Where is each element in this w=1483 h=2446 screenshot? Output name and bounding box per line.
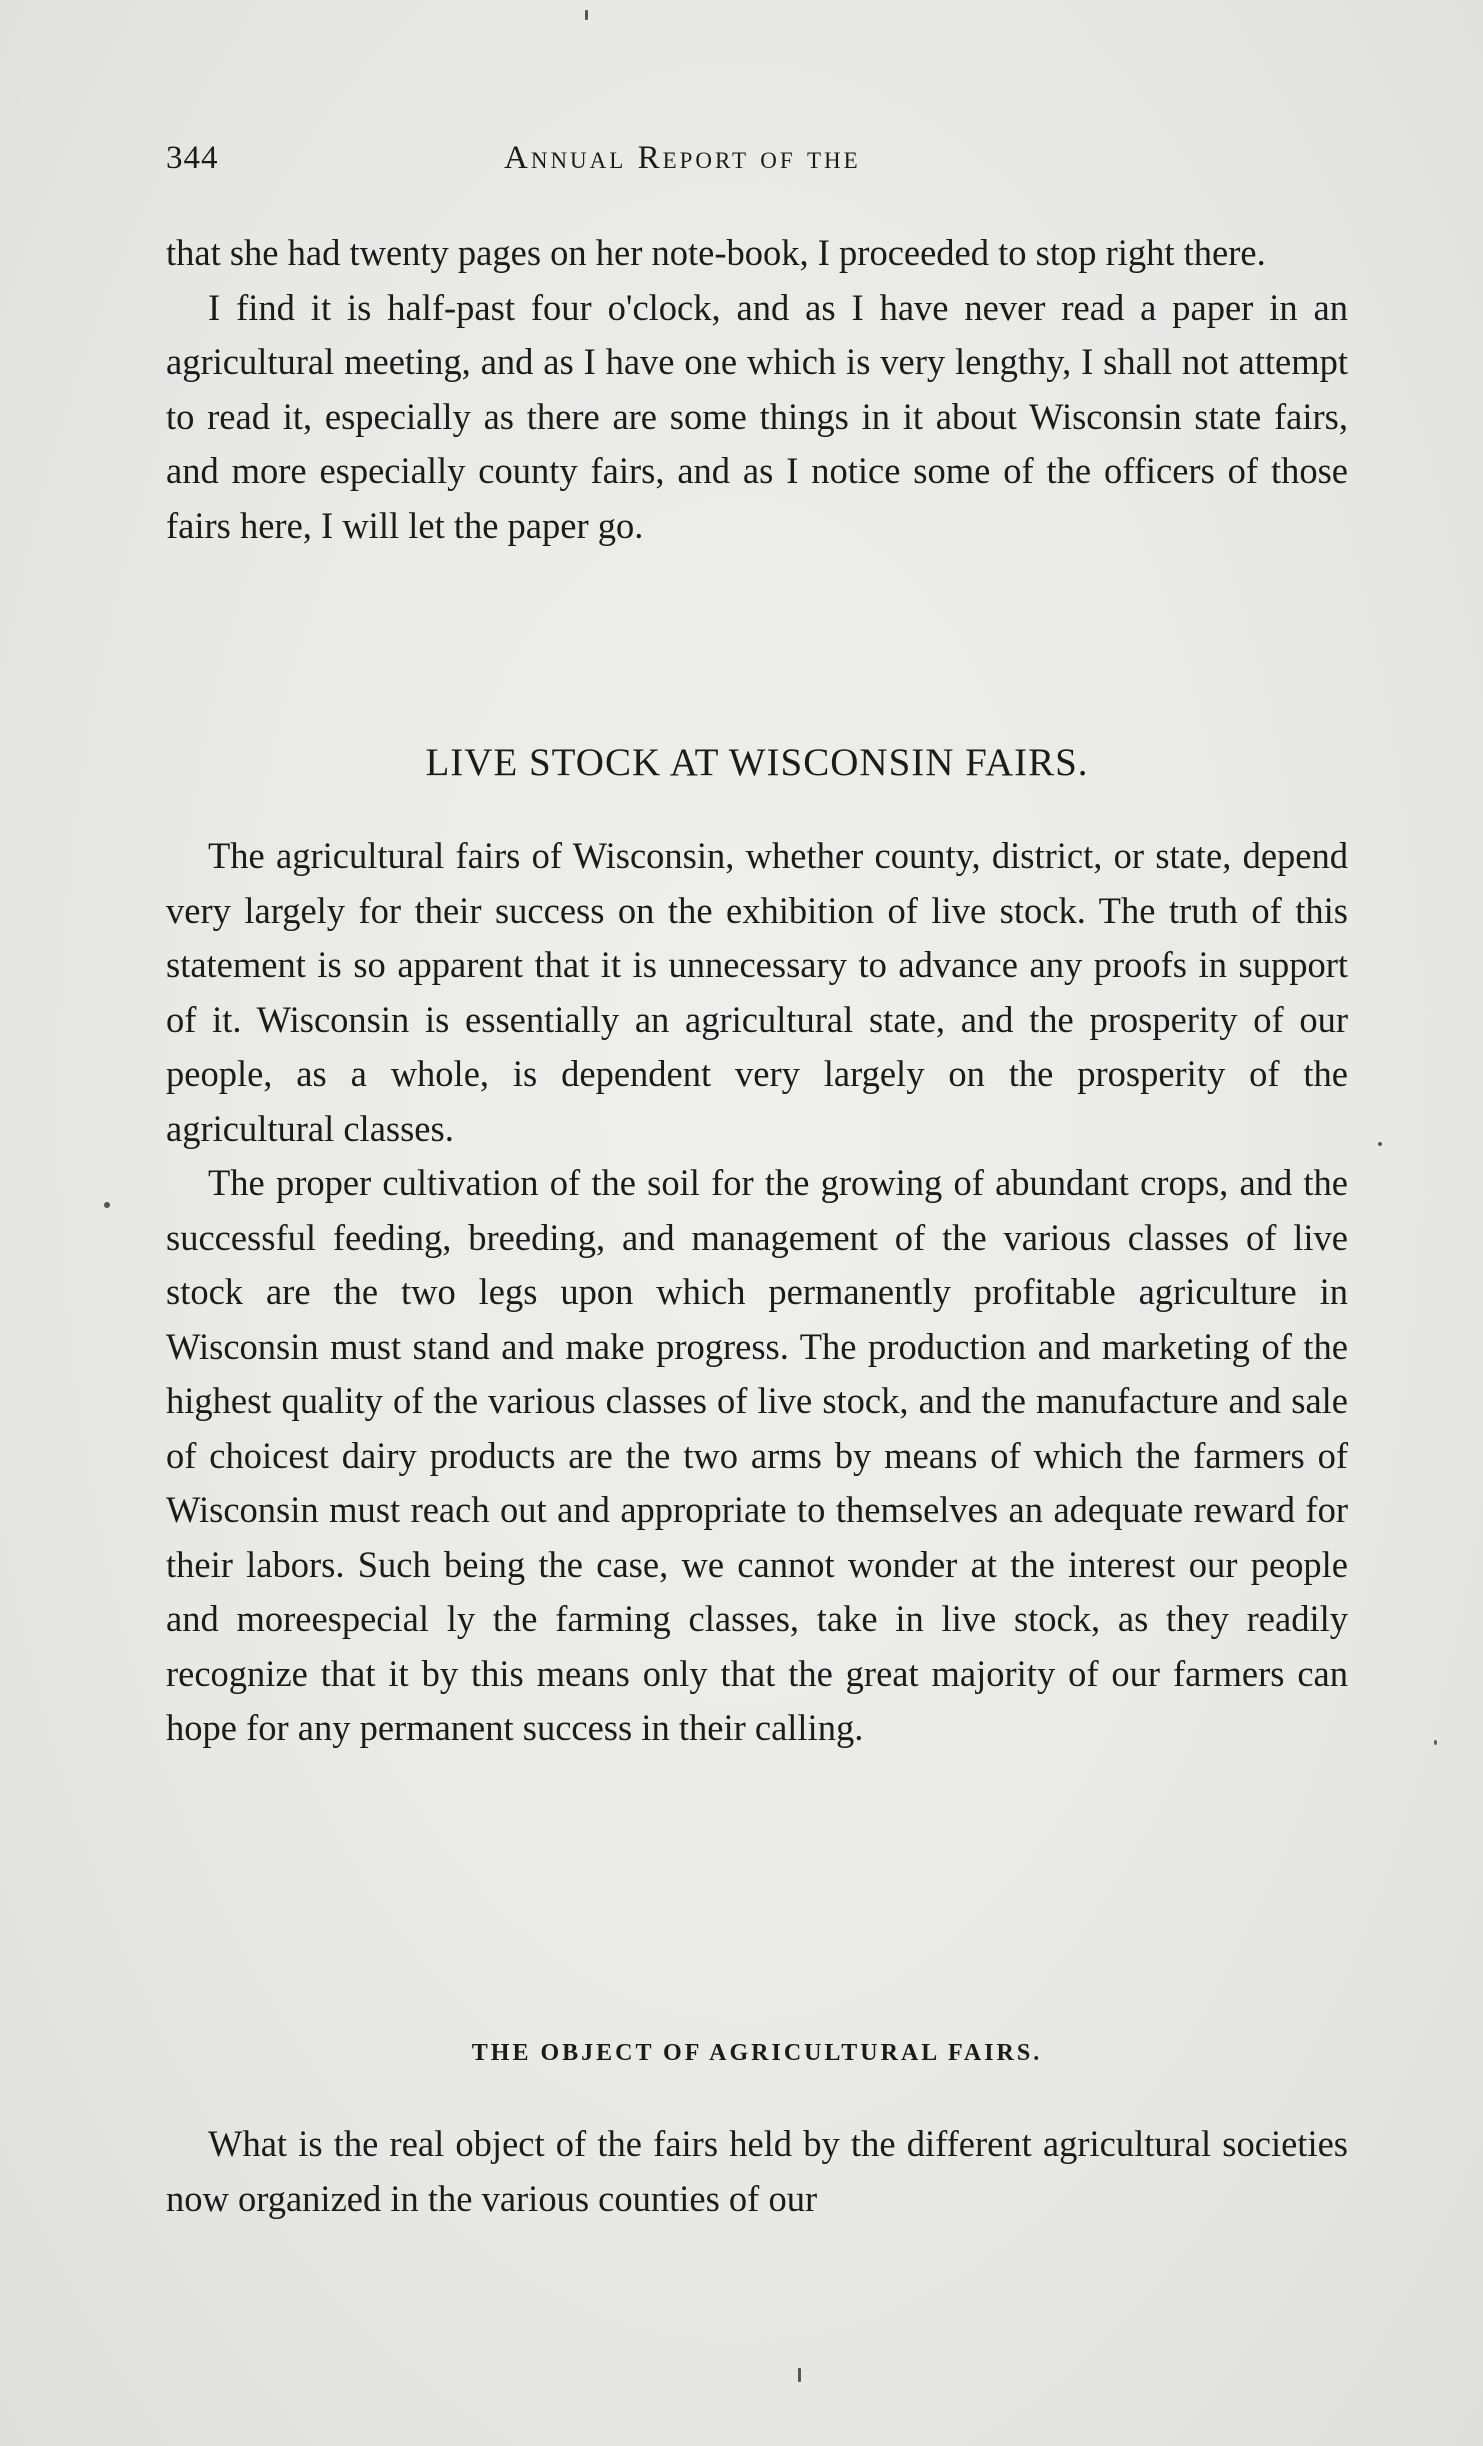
- paragraph: The proper cultivation of the soil for the growing of abundant crops, and the successful feeding, breeding, and management of the various classes of live stock are the two legs upon which permanently profitable agriculture in Wisconsin must stand and make progress. The production and marketing of the highest quality of the various classes of live stock, and the manufacture and sale of choicest dairy products are the two arms by means of which the farmers of Wisconsin must reach out and appropriate to themselves an adequate reward for their labors. Such being the case, we cannot wonder at the interest our people and moreespecial ly the farming classes, take in live stock, as they readily recognize that it by this means only that the great majority of our farmers can hope for any permanent success in their calling.: [166, 1162, 1348, 1748]
- subsection-body: [166, 2117, 1348, 2226]
- section-body: [166, 829, 1348, 1756]
- subsection-title: THE OBJECT OF AGRICULTURAL FAIRS.: [471, 2040, 1043, 2066]
- paragraph: The agricultural fairs of Wisconsin, whether county, district, or state, depend very largely for their success on the exhibition of live stock. The truth of this statement is so apparent that it is unnecessary to advance any proofs in support of it. Wisconsin is essentially an agricultural state, and the prosperity of our people, as a whole, is dependent very largely on the prosperity of the agricultural classes.: [166, 835, 1348, 1149]
- section-title: LIVE STOCK AT WISCONSIN FAIRS.: [425, 741, 1089, 784]
- running-head: [166, 140, 1348, 184]
- print-speck: [1434, 1740, 1437, 1745]
- paragraph: that she had twenty pages on her note-book, I proceeded to stop right there.: [166, 232, 1266, 273]
- paragraph: What is the real object of the fairs held by the different agricultural societies now organized in the various counties of our: [166, 2123, 1348, 2219]
- print-speck: [798, 2368, 801, 2382]
- running-title: Annual Report of the: [504, 140, 861, 176]
- print-speck: [1378, 1142, 1382, 1146]
- continued-text: [166, 226, 1348, 553]
- paragraph: I find it is half-past four o'clock, and as I have never read a paper in an agricultural meeting, and as I have one which is very lengthy, I shall not attempt to read it, especially as there are some things in it about Wisconsin state fairs, and more especially county fairs, and as I notice some of the officers of those fairs here, I will let the paper go.: [166, 286, 1348, 546]
- print-speck: [585, 10, 588, 20]
- print-speck: [104, 1202, 110, 1208]
- page-number: 344: [166, 140, 219, 176]
